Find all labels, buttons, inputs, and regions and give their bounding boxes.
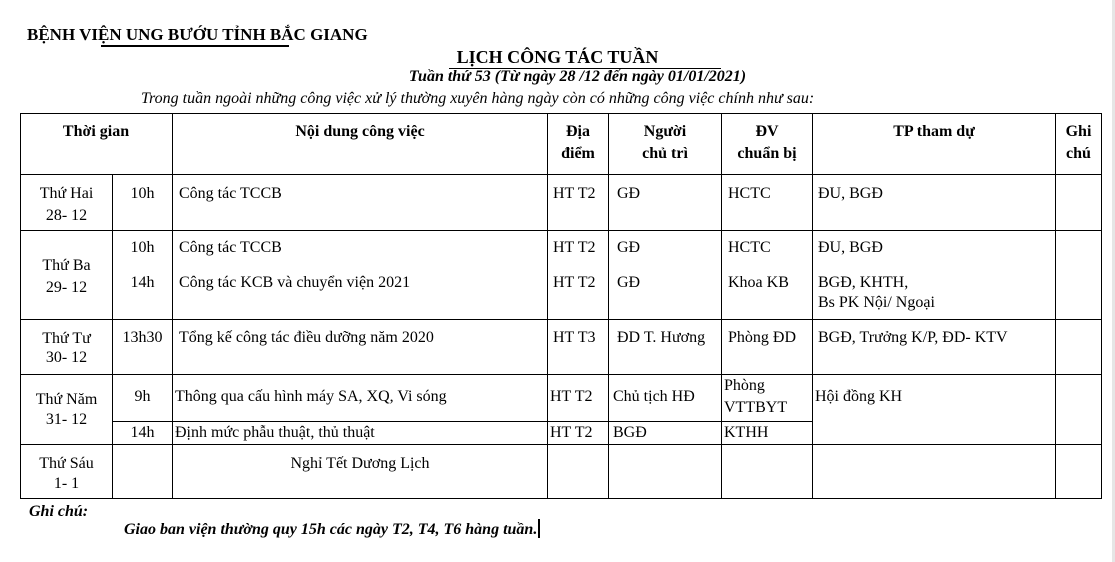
item-host: GĐ	[617, 239, 641, 256]
item-unit: Phòng ĐD	[728, 329, 797, 346]
col-line	[812, 113, 813, 499]
day-date: 29- 12	[45, 279, 88, 296]
col-line	[1055, 113, 1056, 499]
row-line	[20, 444, 1102, 445]
day-date: 30- 12	[45, 349, 88, 366]
day-name: Thứ Tư	[42, 330, 91, 347]
col-line	[721, 113, 722, 499]
item-time: 14h	[130, 274, 155, 291]
footnote-label: Ghi chú:	[29, 503, 89, 520]
item-host: ĐD T. Hương	[617, 329, 706, 346]
item-attendees: ĐU, BGĐ	[818, 185, 883, 202]
row-line	[20, 113, 1102, 114]
header-note: chú	[1066, 145, 1091, 162]
item-content: Tổng kế công tác điều dưỡng năm 2020	[179, 329, 434, 346]
item-host: BGĐ	[613, 424, 647, 441]
item-content: Định mức phẫu thuật, thủ thuật	[175, 424, 375, 441]
day-name: Thứ Sáu	[39, 455, 94, 472]
col-line	[547, 113, 548, 499]
item-place: HT T2	[553, 239, 596, 256]
day-name: Thứ Ba	[42, 257, 91, 274]
day-date: 1- 1	[53, 475, 80, 492]
item-content: Công tác TCCB	[179, 185, 282, 202]
header-unit: chuẩn bị	[737, 145, 797, 162]
item-unit: VTTBYT	[724, 399, 788, 416]
row-line	[20, 230, 1102, 231]
header-note: Ghi	[1065, 123, 1092, 140]
item-attendees: ĐU, BGĐ	[818, 239, 883, 256]
day-name: Thứ Hai	[39, 185, 94, 202]
col-line	[20, 113, 21, 499]
col-line	[172, 113, 173, 499]
item-place: HT T2	[553, 274, 596, 291]
item-unit: HCTC	[728, 239, 771, 256]
item-attendees: BGĐ, KHTH,	[818, 274, 909, 291]
footnote-text[interactable]	[124, 519, 540, 539]
header-place: Địa	[566, 123, 590, 140]
item-unit: Phòng	[724, 377, 765, 394]
header-content: Nội dung công việc	[295, 123, 425, 140]
item-attendees: Hội đồng KH	[815, 388, 903, 405]
item-attendees: Bs PK Nội/ Ngoại	[818, 294, 935, 311]
col-line	[608, 113, 609, 499]
day-date: 31- 12	[45, 411, 88, 428]
row-line	[20, 319, 1102, 320]
item-place: HT T2	[550, 388, 593, 405]
item-time: 13h30	[122, 329, 163, 346]
item-time: 9h	[134, 388, 151, 405]
item-place: HT T2	[553, 185, 596, 202]
item-time: 10h	[130, 185, 155, 202]
header-host: chủ trì	[642, 145, 688, 162]
day-date: 28- 12	[45, 207, 88, 224]
item-content: Thông qua cấu hình máy SA, XQ, Vi sóng	[175, 388, 447, 405]
day-name: Thứ Năm	[35, 391, 98, 408]
row-line	[20, 374, 1102, 375]
hospital-name: BỆNH VIỆN UNG BƯỚU TỈNH BẮC GIANG	[27, 25, 368, 45]
intro-text: Trong tuần ngoài những công việc xử lý thường xuyên hàng ngày còn có những công việc chính như sau:	[141, 90, 815, 107]
week-range: Tuần thứ 53 (Từ ngày 28 /12 đến ngày 01/01/2021)	[408, 68, 747, 85]
item-content: Công tác KCB và chuyển viện 2021	[179, 274, 411, 291]
row-line	[20, 174, 1102, 175]
header-host: Người	[643, 123, 687, 140]
schedule-title: LỊCH CÔNG TÁC TUẦN	[456, 47, 659, 67]
item-unit: HCTC	[728, 185, 771, 202]
header-place: điểm	[561, 145, 595, 162]
footnote-content: Giao ban viện thường quy 15h các ngày T2, T4, T6 hàng tuần.	[124, 521, 538, 538]
item-host: GĐ	[617, 274, 641, 291]
item-content: Công tác TCCB	[179, 239, 282, 256]
item-unit: KTHH	[724, 424, 769, 441]
header-time: Thời gian	[62, 123, 130, 140]
item-place: HT T2	[550, 424, 593, 441]
item-host: GĐ	[617, 185, 641, 202]
col-line	[1101, 113, 1102, 499]
header-unit: ĐV	[755, 123, 779, 140]
text-cursor	[538, 519, 540, 538]
header-attendees: TP tham dự	[893, 123, 975, 140]
item-content: Nghỉ Tết Dương Lịch	[290, 455, 430, 472]
item-time: 10h	[130, 239, 155, 256]
item-attendees: BGĐ, Trưởng K/P, ĐD- KTV	[818, 329, 1008, 346]
item-time: 14h	[130, 424, 155, 441]
item-place: HT T3	[553, 329, 596, 346]
row-line	[20, 498, 1102, 499]
item-unit: Khoa KB	[728, 274, 789, 291]
item-host: Chủ tịch HĐ	[613, 388, 695, 405]
